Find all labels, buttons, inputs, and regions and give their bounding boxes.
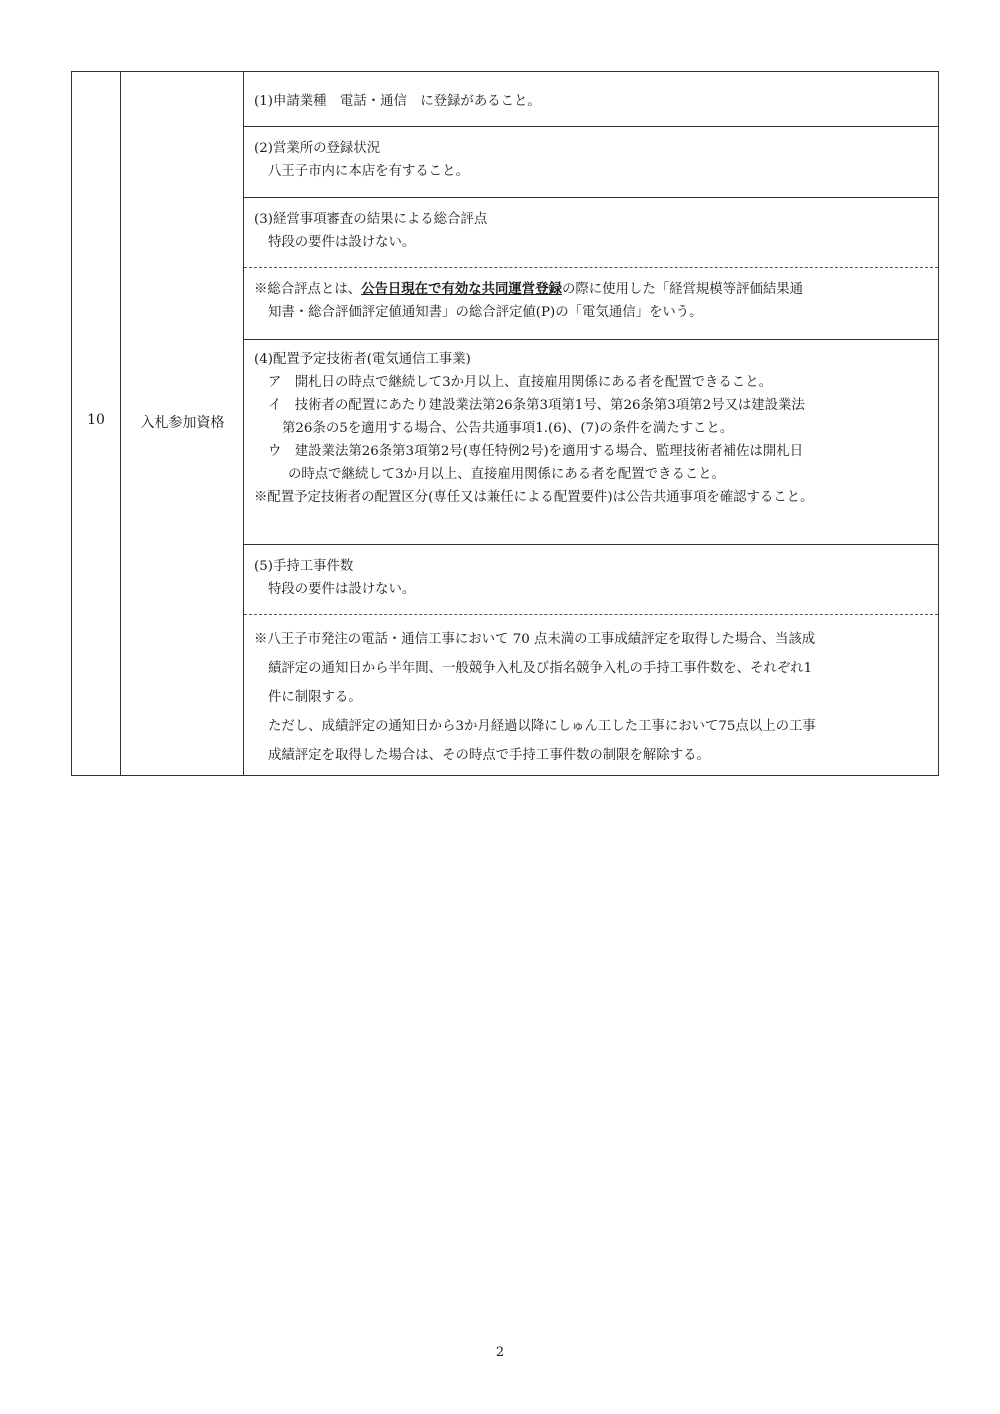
row-label: 入札参加資格 [140,415,225,431]
section-application-category [244,72,938,126]
section-3-text: 特段の要件は設けない。 [268,235,416,250]
row-number: 10 [87,412,105,428]
section-4-item-u-2: の時点で継続して3か月以上、直接雇用関係にある者を配置できること。 [288,467,726,482]
note-5-line-1: ※八王子市発注の電話・通信工事において 70 点未満の工事成績評定を取得した場合、当該成 [254,632,816,647]
section-4-item-i-2: 第26条の5を適用する場合、公告共通事項1.(6)、(7)の条件を満たすこと。 [282,421,734,436]
note-3-suffix: の際に使用した「経営規模等評価結果通 [561,282,804,297]
note-5-line-2: 績評定の通知日から半年間、一般競争入札及び指名競争入札の手持工事件数を、それぞれ1 [268,661,813,676]
section-5-text: 特段の要件は設けない。 [268,582,416,597]
section-4-item-u-1: ウ 建設業法第26条第3項第2号(専任特例2号)を適用する場合、監理技術者補佐は開札日 [268,444,804,459]
section-3-note [244,267,938,339]
section-ongoing-contracts [244,544,938,614]
note-5-line-3: 件に制限する。 [268,690,362,705]
section-4-item-i-1: イ 技術者の配置にあたり建設業法第26条第3項第1号、第26条第3項第2号又は建設業法 [268,398,805,413]
page-number: 2 [495,1345,505,1360]
note-3-line-2: 知書・総合評価評定値通知書」の総合評定値(P)の「電気通信」をいう。 [268,305,703,320]
section-2-text: 八王子市内に本店を有すること。 [268,164,469,179]
section-5-heading: (5)手持工事件数 [254,559,354,574]
note-3-line-1 [254,278,930,301]
section-overall-score [244,197,938,267]
note-5-line-4: ただし、成績評定の通知日から3か月経過以降にしゅん工した工事において75点以上の工事 [268,719,816,734]
eligibility-table [71,71,939,776]
section-4-item-a: ア 開札日の時点で継続して3か月以上、直接雇用関係にある者を配置できること。 [268,375,772,390]
note-5-line-5: 成績評定を取得した場合は、その時点で手持工事件数の制限を解除する。 [268,748,710,763]
section-4-note: ※配置予定技術者の配置区分(専任又は兼任による配置要件)は公告共通事項を確認すること。 [254,490,814,505]
note-3-prefix: ※総合評点とは、 [254,282,362,297]
section-3-heading: (3)経営事項審査の結果による総合評点 [254,212,488,227]
section-office-registration [244,126,938,197]
section-2-heading: (2)営業所の登録状況 [254,141,381,156]
section-engineer-assignment [244,339,938,544]
section-1-text: (1)申請業種 電話・通信 に登録があること。 [254,94,541,109]
note-3-emphasis: 公告日現在で有効な共同運営登録 [361,281,562,297]
section-5-note [244,614,938,775]
section-4-heading: (4)配置予定技術者(電気通信工事業) [254,352,471,367]
